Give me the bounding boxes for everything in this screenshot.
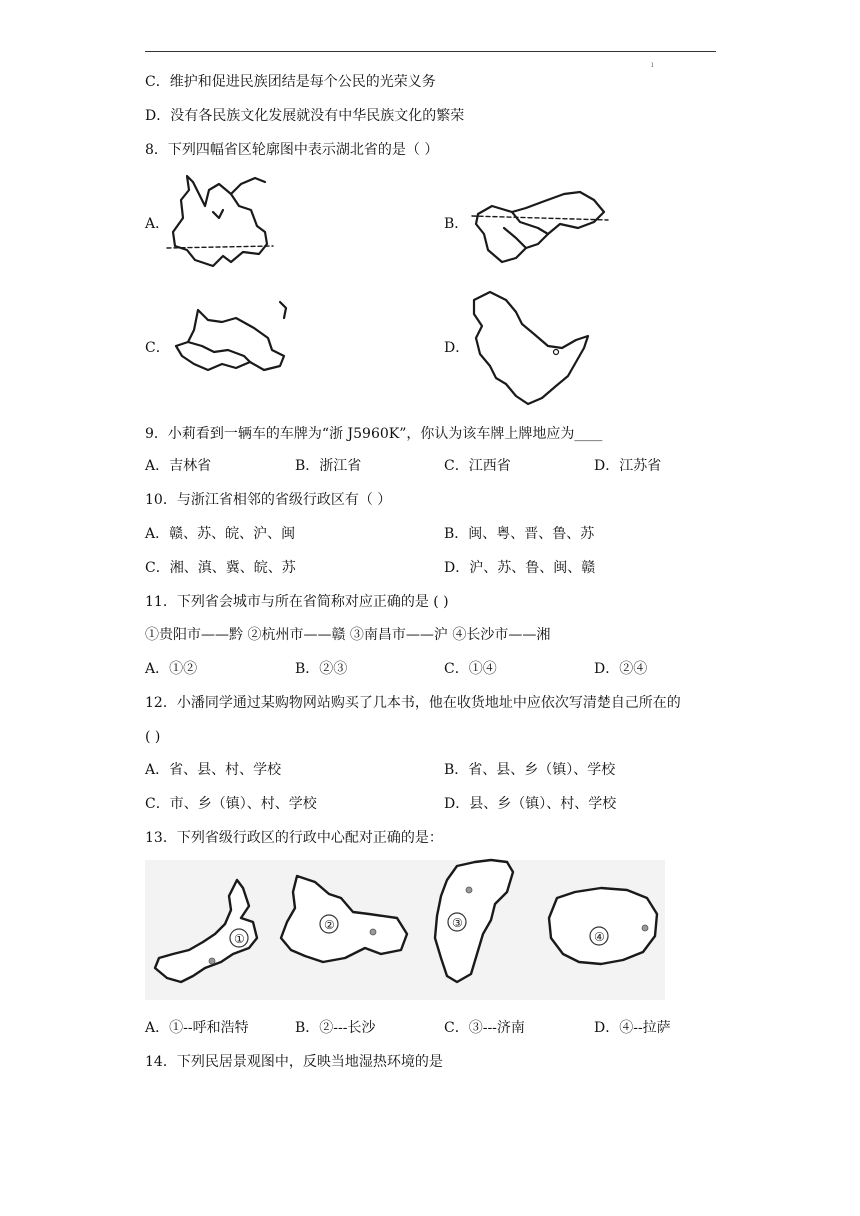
q8-map-a xyxy=(165,172,275,277)
q11-option-c: C．①④ xyxy=(444,661,497,677)
q10-option-c: C．湘、滇、冀、皖、苏 xyxy=(145,560,296,576)
q11-stem: 11．下列省会城市与所在省简称对应正确的是 ( ) xyxy=(145,594,449,610)
q7-option-c: C．维护和促进民族团结是每个公民的光荣义务 xyxy=(145,74,436,90)
q8-label-a: A． xyxy=(145,216,170,232)
q11-option-b: B．②③ xyxy=(295,661,348,677)
q10-option-b: B．闽、粤、晋、鲁、苏 xyxy=(444,526,595,542)
header-mark: ı xyxy=(651,60,654,69)
q8-map-d xyxy=(468,286,598,411)
q13-stem: 13．下列省级行政区的行政中心配对正确的是： xyxy=(145,830,443,846)
q13-option-a: A．①--呼和浩特 xyxy=(145,1020,249,1036)
q13-map-4 xyxy=(549,888,657,964)
q11-option-a: A．①② xyxy=(145,661,198,677)
q8-label-b: B． xyxy=(444,216,469,232)
q8-label-c: C． xyxy=(145,340,170,356)
q12-option-d: D．县、乡（镇）、村、学校 xyxy=(444,796,617,812)
q10-option-d: D．沪、苏、鲁、闽、赣 xyxy=(444,560,596,576)
q9-option-d: D．江苏省 xyxy=(594,458,662,474)
q12-stem-cont: ( ) xyxy=(145,729,161,745)
q8-stem: 8．下列四幅省区轮廓图中表示湖北省的是（ ） xyxy=(145,142,439,158)
q13-label-2: ② xyxy=(324,918,335,932)
q12-stem: 12．小潘同学通过某购物网站购买了几本书，他在收货地址中应依次写清楚自己所在的 xyxy=(145,695,681,711)
q10-stem: 10．与浙江省相邻的省级行政区有（ ） xyxy=(145,492,392,508)
q9-stem: 9．小莉看到一辆车的车牌为“浙 J5960K”，你认为该车牌上牌地应为____ xyxy=(145,426,603,442)
q13-option-d: D．④--拉萨 xyxy=(594,1020,671,1036)
q8-map-c xyxy=(168,298,293,378)
q7-option-d: D．没有各民族文化发展就没有中华民族文化的繁荣 xyxy=(145,108,465,124)
q14-stem: 14．下列民居景观图中，反映当地湿热环境的是 xyxy=(145,1054,443,1070)
q12-option-c: C．市、乡（镇）、村、学校 xyxy=(145,796,317,812)
q13-label-4: ④ xyxy=(594,930,605,944)
q8-map-b xyxy=(468,188,613,266)
q13-province-maps xyxy=(145,858,665,1003)
q9-option-c: C．江西省 xyxy=(444,458,511,474)
q13-label-3: ③ xyxy=(452,916,463,930)
q9-option-a: A．吉林省 xyxy=(145,458,212,474)
q13-option-b: B．②---长沙 xyxy=(295,1020,376,1036)
q12-option-a: A．省、县、村、学校 xyxy=(145,762,282,778)
q8-label-d: D． xyxy=(444,340,470,356)
q9-option-b: B．浙江省 xyxy=(295,458,362,474)
header-rule xyxy=(145,51,716,52)
q13-option-c: C．③---济南 xyxy=(444,1020,525,1036)
q13-label-1: ① xyxy=(234,932,245,946)
q10-option-a: A．赣、苏、皖、沪、闽 xyxy=(145,526,296,542)
q12-option-b: B．省、县、乡（镇）、学校 xyxy=(444,762,616,778)
q11-items: ①贵阳市——黔 ②杭州市——赣 ③南昌市——沪 ④长沙市——湘 xyxy=(145,627,551,643)
q11-option-d: D．②④ xyxy=(594,661,648,677)
